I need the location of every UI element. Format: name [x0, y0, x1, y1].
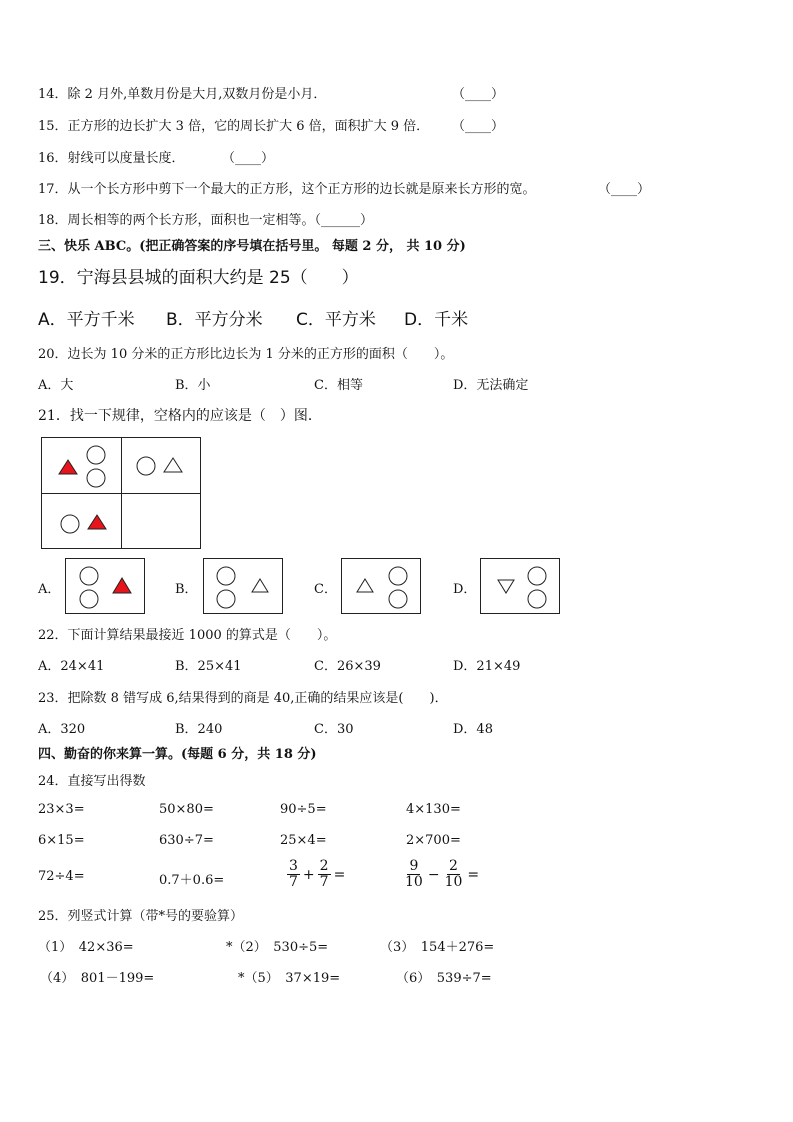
question-22: 22．下面计算结果最接近 1000 的算式是（ ）。 [38, 628, 337, 643]
triangle-icon [357, 579, 373, 592]
question-number: 15． [38, 119, 68, 134]
section-4-heading: 四、勤奋的你来算一算。(每题 6 分，共 18 分) [38, 747, 317, 762]
question-text: 周长相等的两个长方形，面积也一定相等。（______） [67, 213, 374, 228]
option-c-figures [342, 559, 420, 613]
operator: − [427, 866, 440, 883]
option-21-a[interactable] [65, 558, 145, 614]
vertical-calc-item: （1） 42×36= [38, 940, 134, 955]
operator: + [302, 866, 315, 883]
question-number: 14． [38, 87, 68, 102]
vertical-calc-item: （4） 801－199= [40, 971, 155, 986]
option-22-b[interactable]: B．25×41 [175, 659, 242, 674]
denominator: 7 [319, 874, 329, 890]
numerator: 9 [409, 858, 419, 874]
circle-icon [87, 469, 105, 487]
question-number: 18． [38, 213, 68, 228]
fraction [318, 859, 331, 890]
option-20-d[interactable]: D．无法确定 [453, 378, 529, 393]
question-18 [38, 209, 373, 228]
question-number: 16． [38, 151, 68, 166]
numerator: 3 [289, 858, 298, 874]
question-text: 从一个长方形中剪下一个最大的正方形，这个正方形的边长就是原来长方形的宽。 [67, 182, 536, 197]
fraction-expression-2 [402, 859, 481, 890]
vertical-calc-item: *（2） 530÷5= [226, 940, 329, 955]
numerator: 2 [319, 858, 329, 874]
calc-item: 50×80= [159, 802, 214, 817]
option-19-b[interactable]: B．平方分米 [166, 310, 263, 330]
option-22-d[interactable]: D．21×49 [453, 659, 521, 674]
triangle-icon [164, 458, 182, 472]
pattern-grid [41, 437, 201, 549]
numerator: 2 [449, 858, 458, 874]
equals: = [333, 866, 346, 883]
circle-icon [217, 590, 235, 608]
answer-paren-17[interactable]: （____） [598, 182, 651, 197]
circle-icon [389, 590, 407, 608]
question-text: 射线可以度量长度． [67, 151, 185, 166]
section-3-heading: 三、快乐 ABC。(把正确答案的序号填在括号里。 每题 2 分， 共 10 分) [38, 239, 466, 254]
red-triangle-icon [59, 460, 77, 474]
option-19-c[interactable]: C．平方米 [296, 310, 376, 330]
calc-item: 23×3= [38, 802, 85, 817]
calc-item: 2×700= [406, 833, 461, 848]
option-23-b[interactable]: B．240 [175, 722, 223, 737]
question-21: 21．找一下规律，空格内的应该是（ ）图． [38, 408, 322, 424]
question-25-title: 25．列竖式计算（带*号的要验算） [38, 909, 244, 924]
option-22-a[interactable]: A．24×41 [38, 659, 105, 674]
question-text: 正方形的边长扩大 3 倍，它的周长扩大 6 倍，面积扩大 9 倍． [67, 119, 430, 134]
option-20-c[interactable]: C．相等 [314, 378, 363, 393]
option-b-figures [204, 559, 282, 613]
fraction [443, 859, 465, 890]
red-triangle-icon [113, 578, 131, 593]
answer-paren-14[interactable]: （____） [452, 87, 505, 102]
circle-icon [217, 567, 235, 585]
fraction [287, 859, 300, 890]
option-23-d[interactable]: D．48 [453, 722, 493, 737]
option-a-figures [66, 559, 144, 613]
option-19-d[interactable]: D．千米 [404, 310, 469, 330]
circle-icon [61, 515, 79, 533]
calc-item: 25×4= [280, 833, 327, 848]
question-20: 20．边长为 10 分米的正方形比边长为 1 分米的正方形的面积（ ）。 [38, 347, 454, 362]
option-23-a[interactable]: A．320 [38, 722, 86, 737]
option-21-d[interactable] [480, 558, 560, 614]
question-23: 23．把除数 8 错写成 6,结果得到的商是 40,正确的结果应该是( )． [38, 691, 448, 706]
option-20-b[interactable]: B．小 [175, 378, 211, 393]
calc-item: 0.7＋0.6= [159, 873, 225, 888]
option-21-d-label[interactable]: D． [453, 582, 477, 597]
question-19: 19．宁海县县城的面积大约是 25（ ） [38, 268, 359, 288]
calc-item: 6×15= [38, 833, 85, 848]
red-triangle-icon [88, 515, 106, 529]
circle-icon [389, 567, 407, 585]
option-23-c[interactable]: C．30 [314, 722, 354, 737]
circle-icon [528, 590, 546, 608]
fraction [403, 859, 425, 890]
vertical-calc-item: *（5） 37×19= [238, 971, 341, 986]
option-21-c[interactable] [341, 558, 421, 614]
calc-item: 90÷5= [280, 802, 327, 817]
option-21-a-label[interactable]: A． [38, 582, 61, 597]
question-16 [38, 147, 185, 166]
option-20-a[interactable]: A．大 [38, 378, 74, 393]
circle-icon [87, 446, 105, 464]
answer-paren-16[interactable]: （____） [222, 151, 275, 166]
fraction-expression-1 [286, 859, 347, 890]
question-17 [38, 178, 536, 197]
question-24-title: 24．直接写出得数 [38, 774, 146, 789]
question-14 [38, 83, 326, 102]
option-22-c[interactable]: C．26×39 [314, 659, 381, 674]
pattern-figures [42, 438, 200, 548]
calc-item: 630÷7= [159, 833, 214, 848]
circle-icon [80, 590, 98, 608]
inverted-triangle-icon [498, 580, 514, 593]
vertical-calc-item: （3） 154＋276= [380, 940, 495, 955]
denominator: 10 [444, 874, 463, 890]
equals: = [467, 866, 480, 883]
circle-icon [528, 567, 546, 585]
circle-icon [137, 457, 155, 475]
option-d-figures [481, 559, 559, 613]
calc-item: 72÷4= [38, 869, 85, 884]
question-15 [38, 115, 429, 134]
circle-icon [80, 567, 98, 585]
question-number: 17． [38, 182, 68, 197]
denominator: 7 [289, 874, 298, 890]
triangle-icon [252, 579, 268, 592]
option-21-b-label[interactable]: B． [175, 582, 198, 597]
answer-paren-15[interactable]: （____） [452, 119, 505, 134]
option-19-a[interactable]: A．平方千米 [38, 310, 135, 330]
option-21-c-label[interactable]: C． [314, 582, 337, 597]
denominator: 10 [405, 874, 423, 890]
vertical-calc-item: （6） 539÷7= [396, 971, 492, 986]
question-text: 除 2 月外,单数月份是大月,双数月份是小月． [67, 87, 327, 102]
calc-item: 4×130= [406, 802, 461, 817]
option-21-b[interactable] [203, 558, 283, 614]
